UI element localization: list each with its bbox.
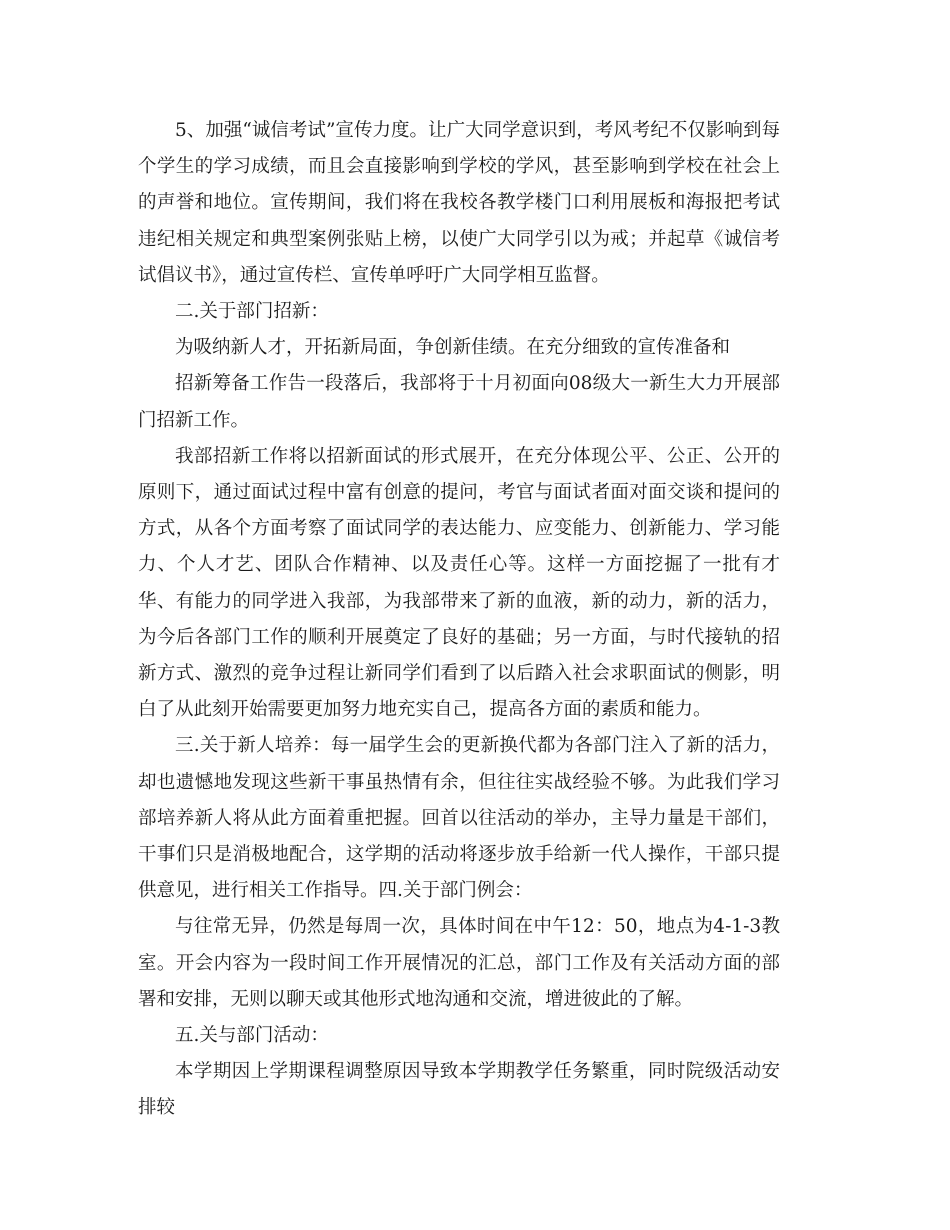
paragraph-department-meeting: 与往常无异，仍然是每周一次，具体时间在中午12：50，地点为4-1-3教室。开会内容为一段时间工作开展情况的汇总，部门工作及有关活动方面的部署和安排，无则以聊天或其他形式地沟通和交流，增进彼此的了解。 xyxy=(138,916,780,1010)
paragraph-integrity-exam: 5、加强“诚信考试”宣传力度。让广大同学意识到，考风考纪不仅影响到每个学生的学习成绩，而且会直接影响到学校的学风，甚至影响到学校在社会上的声誉和地位。宣传期间，我们将在我校各教学楼门口利用展板和海报把考试违纪相关规定和典型案例张贴上榜，以使广大同学引以为戒；并起草《诚信考试倡议书》，通过宣传栏、宣传单呼吁广大同学相互监督。 xyxy=(138,120,780,286)
paragraph-recruitment-intro: 为吸纳新人才，开拓新局面，争创新佳绩。在充分细致的宣传准备和 xyxy=(175,337,731,359)
paragraph-recruitment-interview: 我部招新工作将以招新面试的形式展开，在充分体现公平、公正、公开的原则下，通过面试过程中富有创意的提问，考官与面试者面对面交谈和提问的方式，从各个方面考察了面试同学的表达能力、应变能力、创新能力、学习能力、个人才艺、团队合作精神、以及责任心等。这样一方面挖掘了一批有才华、有能力的同学进入我部，为我部带来了新的血液，新的动力，新的活力，为今后各部门工作的顺利开展奠定了良好的基础；另一方面，与时代接轨的招新方式、激烈的竞争过程让新同学们看到了以后踏入社会求职面试的侧影，明白了从此刻开始需要更加努力地充实自己，提高各方面的素质和能力。 xyxy=(138,445,780,721)
paragraph-activities-intro: 本学期因上学期课程调整原因导致本学期教学任务繁重，同时院级活动安排较 xyxy=(138,1061,780,1119)
heading-department-activities: 五.关与部门活动： xyxy=(175,1025,329,1047)
paragraph-new-member-training: 三.关于新人培养：每一届学生会的更新换代都为各部门注入了新的活力，却也遗憾地发现这些新干事虽热情有余，但往往实战经验不够。为此我们学习部培养新人将从此方面着重把握。回首以往活动的举办，主导力量是干部们，干事们只是消极地配合，这学期的活动将逐步放手给新一代人操作，干部只提供意见，进行相关工作指导。四.关于部门例会： xyxy=(138,735,780,902)
paragraph-recruitment-plan: 招新筹备工作告一段落后，我部将于十月初面向08级大一新生大力开展部门招新工作。 xyxy=(138,373,780,431)
heading-recruitment: 二.关于部门招新： xyxy=(175,301,329,323)
